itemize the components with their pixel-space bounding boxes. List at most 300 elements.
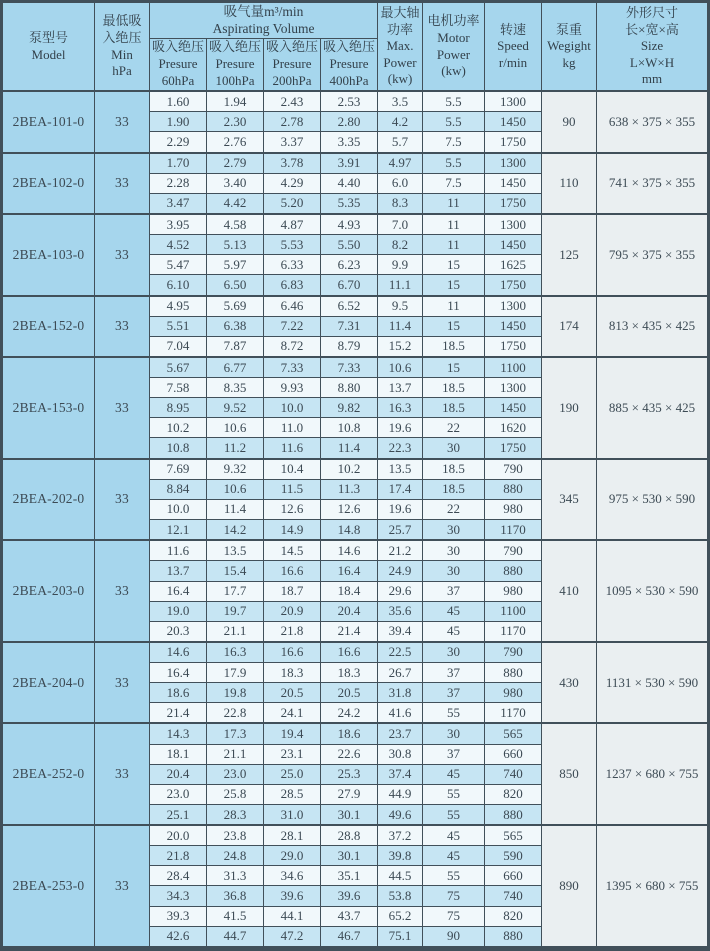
volume-60hpa-cell: 18.1 (150, 744, 207, 764)
motor-power-cell: 30 (423, 642, 485, 663)
model-cell: 2BEA-202-0 (3, 459, 95, 541)
volume-60hpa-cell: 4.95 (150, 296, 207, 317)
min-pressure-cell: 33 (95, 459, 150, 541)
volume-100hpa-cell: 17.3 (207, 723, 264, 744)
volume-200hpa-cell: 7.33 (264, 357, 321, 378)
volume-200hpa-cell: 28.1 (264, 825, 321, 846)
speed-cell: 790 (485, 642, 542, 663)
volume-200hpa-cell: 18.3 (264, 663, 321, 683)
volume-200hpa-cell: 11.5 (264, 479, 321, 499)
volume-100hpa-cell: 31.3 (207, 866, 264, 886)
volume-100hpa-cell: 19.8 (207, 683, 264, 703)
max-power-cell: 8.2 (378, 235, 423, 255)
motor-power-cell: 30 (423, 723, 485, 744)
volume-400hpa-cell: 14.8 (321, 520, 378, 541)
motor-power-cell: 45 (423, 846, 485, 866)
max-power-cell: 19.6 (378, 418, 423, 438)
volume-400hpa-cell: 21.4 (321, 621, 378, 642)
model-cell: 2BEA-253-0 (3, 825, 95, 946)
spec-row (3, 642, 708, 663)
volume-60hpa-cell: 10.2 (150, 418, 207, 438)
volume-200hpa-cell: 2.43 (264, 91, 321, 112)
motor-power-cell: 18.5 (423, 479, 485, 499)
volume-60hpa-cell: 7.69 (150, 459, 207, 480)
volume-60hpa-cell: 1.70 (150, 153, 207, 174)
motor-power-cell: 11 (423, 214, 485, 235)
volume-60hpa-cell: 21.8 (150, 846, 207, 866)
header-pressure-200hpa: 吸入绝压 Presure 200hPa (264, 38, 321, 91)
motor-power-cell: 22 (423, 418, 485, 438)
speed-cell: 1300 (485, 214, 542, 235)
volume-200hpa-cell: 25.0 (264, 764, 321, 784)
min-pressure-cell: 33 (95, 214, 150, 296)
motor-power-cell: 75 (423, 886, 485, 906)
volume-400hpa-cell: 20.4 (321, 601, 378, 621)
max-power-cell: 3.5 (378, 91, 423, 112)
max-power-cell: 17.4 (378, 479, 423, 499)
motor-power-cell: 18.5 (423, 336, 485, 357)
spec-row (3, 91, 708, 112)
spec-row (3, 459, 708, 480)
motor-power-cell: 37 (423, 581, 485, 601)
volume-100hpa-cell: 5.97 (207, 255, 264, 275)
max-power-cell: 16.3 (378, 398, 423, 418)
max-power-cell: 11.1 (378, 275, 423, 296)
volume-200hpa-cell: 4.87 (264, 214, 321, 235)
min-pressure-cell: 33 (95, 357, 150, 459)
motor-power-cell: 5.5 (423, 153, 485, 174)
volume-400hpa-cell: 6.52 (321, 296, 378, 317)
min-pressure-cell: 33 (95, 296, 150, 357)
speed-cell: 1750 (485, 336, 542, 357)
volume-60hpa-cell: 14.3 (150, 723, 207, 744)
min-pressure-cell: 33 (95, 91, 150, 152)
motor-power-cell: 45 (423, 764, 485, 784)
volume-60hpa-cell: 2.28 (150, 173, 207, 193)
max-power-cell: 4.2 (378, 112, 423, 132)
speed-cell: 1450 (485, 173, 542, 193)
volume-200hpa-cell: 31.0 (264, 804, 321, 825)
min-pressure-cell: 33 (95, 642, 150, 724)
header-motor-power: 电机功率 Motor Power (kw) (423, 3, 485, 92)
min-pressure-cell: 33 (95, 153, 150, 214)
size-cell: 1395 × 680 × 755 (597, 825, 708, 946)
motor-power-cell: 30 (423, 438, 485, 459)
volume-400hpa-cell: 2.80 (321, 112, 378, 132)
volume-200hpa-cell: 16.6 (264, 561, 321, 581)
size-cell: 885 × 435 × 425 (597, 357, 708, 459)
volume-100hpa-cell: 14.2 (207, 520, 264, 541)
spec-row (3, 723, 708, 744)
header-aspirating-volume: 吸气量m³/min Aspirating Volume (150, 3, 378, 39)
speed-cell: 980 (485, 683, 542, 703)
header-pressure-60hpa: 吸入绝压 Presure 60hPa (150, 38, 207, 91)
max-power-cell: 41.6 (378, 703, 423, 724)
volume-60hpa-cell: 1.90 (150, 112, 207, 132)
speed-cell: 1300 (485, 296, 542, 317)
volume-400hpa-cell: 16.4 (321, 561, 378, 581)
volume-200hpa-cell: 14.9 (264, 520, 321, 541)
volume-400hpa-cell: 30.1 (321, 846, 378, 866)
volume-100hpa-cell: 4.58 (207, 214, 264, 235)
motor-power-cell: 37 (423, 683, 485, 703)
speed-cell: 880 (485, 663, 542, 683)
volume-200hpa-cell: 2.78 (264, 112, 321, 132)
speed-cell: 880 (485, 479, 542, 499)
volume-60hpa-cell: 2.29 (150, 132, 207, 153)
motor-power-cell: 15 (423, 255, 485, 275)
volume-200hpa-cell: 12.6 (264, 499, 321, 519)
speed-cell: 1100 (485, 601, 542, 621)
weight-cell: 125 (542, 214, 597, 296)
speed-cell: 740 (485, 764, 542, 784)
volume-400hpa-cell: 8.80 (321, 378, 378, 398)
header-pressure-100hpa: 吸入绝压 Presure 100hPa (207, 38, 264, 91)
motor-power-cell: 15 (423, 357, 485, 378)
table-body (3, 91, 708, 946)
motor-power-cell: 15 (423, 275, 485, 296)
volume-60hpa-cell: 8.84 (150, 479, 207, 499)
motor-power-cell: 90 (423, 926, 485, 946)
volume-100hpa-cell: 5.69 (207, 296, 264, 317)
max-power-cell: 26.7 (378, 663, 423, 683)
speed-cell: 1450 (485, 316, 542, 336)
motor-power-cell: 18.5 (423, 398, 485, 418)
volume-200hpa-cell: 10.4 (264, 459, 321, 480)
speed-cell: 1450 (485, 398, 542, 418)
volume-60hpa-cell: 5.47 (150, 255, 207, 275)
max-power-cell: 37.2 (378, 825, 423, 846)
volume-100hpa-cell: 44.7 (207, 926, 264, 946)
size-cell: 813 × 435 × 425 (597, 296, 708, 357)
volume-400hpa-cell: 20.5 (321, 683, 378, 703)
volume-400hpa-cell: 16.6 (321, 642, 378, 663)
volume-200hpa-cell: 11.6 (264, 438, 321, 459)
weight-cell: 90 (542, 91, 597, 152)
volume-100hpa-cell: 16.3 (207, 642, 264, 663)
weight-cell: 174 (542, 296, 597, 357)
spec-row (3, 296, 708, 317)
spec-row (3, 825, 708, 846)
volume-400hpa-cell: 4.93 (321, 214, 378, 235)
speed-cell: 590 (485, 846, 542, 866)
model-cell: 2BEA-252-0 (3, 723, 95, 825)
speed-cell: 1750 (485, 132, 542, 153)
volume-60hpa-cell: 14.6 (150, 642, 207, 663)
volume-200hpa-cell: 19.4 (264, 723, 321, 744)
size-cell: 1131 × 530 × 590 (597, 642, 708, 724)
speed-cell: 1450 (485, 235, 542, 255)
speed-cell: 790 (485, 459, 542, 480)
volume-400hpa-cell: 14.6 (321, 540, 378, 561)
max-power-cell: 5.7 (378, 132, 423, 153)
motor-power-cell: 7.5 (423, 132, 485, 153)
max-power-cell: 9.5 (378, 296, 423, 317)
volume-400hpa-cell: 18.4 (321, 581, 378, 601)
speed-cell: 880 (485, 561, 542, 581)
volume-400hpa-cell: 12.6 (321, 499, 378, 519)
volume-60hpa-cell: 25.1 (150, 804, 207, 825)
motor-power-cell: 18.5 (423, 459, 485, 480)
volume-60hpa-cell: 21.4 (150, 703, 207, 724)
volume-100hpa-cell: 8.35 (207, 378, 264, 398)
volume-60hpa-cell: 23.0 (150, 784, 207, 804)
volume-400hpa-cell: 7.31 (321, 316, 378, 336)
volume-400hpa-cell: 18.6 (321, 723, 378, 744)
max-power-cell: 49.6 (378, 804, 423, 825)
max-power-cell: 10.6 (378, 357, 423, 378)
volume-100hpa-cell: 25.8 (207, 784, 264, 804)
volume-100hpa-cell: 41.5 (207, 906, 264, 926)
volume-400hpa-cell: 5.35 (321, 193, 378, 214)
speed-cell: 565 (485, 723, 542, 744)
max-power-cell: 8.3 (378, 193, 423, 214)
volume-60hpa-cell: 3.47 (150, 193, 207, 214)
header-speed: 转速 Speed r/min (485, 3, 542, 92)
model-cell: 2BEA-153-0 (3, 357, 95, 459)
volume-100hpa-cell: 9.32 (207, 459, 264, 480)
size-cell: 795 × 375 × 355 (597, 214, 708, 296)
motor-power-cell: 30 (423, 561, 485, 581)
volume-100hpa-cell: 11.2 (207, 438, 264, 459)
weight-cell: 345 (542, 459, 597, 541)
volume-200hpa-cell: 28.5 (264, 784, 321, 804)
speed-cell: 565 (485, 825, 542, 846)
speed-cell: 1300 (485, 153, 542, 174)
speed-cell: 1750 (485, 275, 542, 296)
speed-cell: 980 (485, 581, 542, 601)
volume-60hpa-cell: 20.0 (150, 825, 207, 846)
spec-row (3, 540, 708, 561)
volume-60hpa-cell: 18.6 (150, 683, 207, 703)
volume-200hpa-cell: 3.78 (264, 153, 321, 174)
volume-200hpa-cell: 20.5 (264, 683, 321, 703)
speed-cell: 1750 (485, 193, 542, 214)
motor-power-cell: 11 (423, 193, 485, 214)
volume-100hpa-cell: 1.94 (207, 91, 264, 112)
volume-200hpa-cell: 4.29 (264, 173, 321, 193)
volume-60hpa-cell: 12.1 (150, 520, 207, 541)
model-cell: 2BEA-102-0 (3, 153, 95, 214)
max-power-cell: 15.2 (378, 336, 423, 357)
weight-cell: 190 (542, 357, 597, 459)
volume-60hpa-cell: 11.6 (150, 540, 207, 561)
header-row-top (3, 3, 708, 39)
volume-60hpa-cell: 16.4 (150, 581, 207, 601)
volume-400hpa-cell: 9.82 (321, 398, 378, 418)
volume-400hpa-cell: 6.23 (321, 255, 378, 275)
size-cell: 741 × 375 × 355 (597, 153, 708, 214)
volume-100hpa-cell: 21.1 (207, 744, 264, 764)
max-power-cell: 39.4 (378, 621, 423, 642)
motor-power-cell: 37 (423, 744, 485, 764)
weight-cell: 850 (542, 723, 597, 825)
volume-60hpa-cell: 39.3 (150, 906, 207, 926)
volume-400hpa-cell: 3.35 (321, 132, 378, 153)
volume-100hpa-cell: 17.9 (207, 663, 264, 683)
volume-200hpa-cell: 3.37 (264, 132, 321, 153)
volume-400hpa-cell: 6.70 (321, 275, 378, 296)
volume-60hpa-cell: 13.7 (150, 561, 207, 581)
volume-200hpa-cell: 29.0 (264, 846, 321, 866)
volume-60hpa-cell: 7.04 (150, 336, 207, 357)
volume-60hpa-cell: 4.52 (150, 235, 207, 255)
volume-400hpa-cell: 4.40 (321, 173, 378, 193)
volume-400hpa-cell: 8.79 (321, 336, 378, 357)
volume-60hpa-cell: 8.95 (150, 398, 207, 418)
weight-cell: 110 (542, 153, 597, 214)
max-power-cell: 7.0 (378, 214, 423, 235)
volume-200hpa-cell: 20.9 (264, 601, 321, 621)
max-power-cell: 11.4 (378, 316, 423, 336)
table-header (3, 3, 708, 92)
volume-200hpa-cell: 10.0 (264, 398, 321, 418)
motor-power-cell: 5.5 (423, 91, 485, 112)
speed-cell: 1450 (485, 112, 542, 132)
volume-100hpa-cell: 28.3 (207, 804, 264, 825)
volume-200hpa-cell: 24.1 (264, 703, 321, 724)
model-cell: 2BEA-101-0 (3, 91, 95, 152)
motor-power-cell: 45 (423, 825, 485, 846)
size-cell: 638 × 375 × 355 (597, 91, 708, 152)
volume-100hpa-cell: 2.30 (207, 112, 264, 132)
volume-60hpa-cell: 42.6 (150, 926, 207, 946)
volume-60hpa-cell: 16.4 (150, 663, 207, 683)
max-power-cell: 6.0 (378, 173, 423, 193)
spec-row (3, 153, 708, 174)
volume-60hpa-cell: 7.58 (150, 378, 207, 398)
volume-200hpa-cell: 8.72 (264, 336, 321, 357)
motor-power-cell: 7.5 (423, 173, 485, 193)
volume-200hpa-cell: 6.83 (264, 275, 321, 296)
volume-400hpa-cell: 35.1 (321, 866, 378, 886)
header-pressure-400hpa: 吸入绝压 Presure 400hPa (321, 38, 378, 91)
max-power-cell: 19.6 (378, 499, 423, 519)
speed-cell: 1100 (485, 357, 542, 378)
speed-cell: 1625 (485, 255, 542, 275)
volume-100hpa-cell: 10.6 (207, 479, 264, 499)
volume-200hpa-cell: 9.93 (264, 378, 321, 398)
motor-power-cell: 55 (423, 866, 485, 886)
size-cell: 1237 × 680 × 755 (597, 723, 708, 825)
header-size: 外形尺寸 长×宽×高 Size L×W×H mm (597, 3, 708, 92)
volume-200hpa-cell: 14.5 (264, 540, 321, 561)
speed-cell: 790 (485, 540, 542, 561)
volume-400hpa-cell: 10.8 (321, 418, 378, 438)
max-power-cell: 9.9 (378, 255, 423, 275)
header-model: 泵型号 Model (3, 3, 95, 92)
speed-cell: 980 (485, 499, 542, 519)
weight-cell: 430 (542, 642, 597, 724)
volume-200hpa-cell: 44.1 (264, 906, 321, 926)
max-power-cell: 37.4 (378, 764, 423, 784)
volume-100hpa-cell: 17.7 (207, 581, 264, 601)
volume-100hpa-cell: 21.1 (207, 621, 264, 642)
volume-100hpa-cell: 2.79 (207, 153, 264, 174)
model-cell: 2BEA-152-0 (3, 296, 95, 357)
model-cell: 2BEA-203-0 (3, 540, 95, 642)
volume-100hpa-cell: 6.50 (207, 275, 264, 296)
volume-60hpa-cell: 20.3 (150, 621, 207, 642)
speed-cell: 1300 (485, 378, 542, 398)
speed-cell: 660 (485, 866, 542, 886)
volume-200hpa-cell: 11.0 (264, 418, 321, 438)
volume-200hpa-cell: 5.20 (264, 193, 321, 214)
speed-cell: 820 (485, 784, 542, 804)
volume-60hpa-cell: 28.4 (150, 866, 207, 886)
volume-100hpa-cell: 4.42 (207, 193, 264, 214)
volume-100hpa-cell: 15.4 (207, 561, 264, 581)
volume-100hpa-cell: 9.52 (207, 398, 264, 418)
volume-400hpa-cell: 30.1 (321, 804, 378, 825)
min-pressure-cell: 33 (95, 540, 150, 642)
speed-cell: 740 (485, 886, 542, 906)
min-pressure-cell: 33 (95, 825, 150, 946)
weight-cell: 890 (542, 825, 597, 946)
volume-400hpa-cell: 24.2 (321, 703, 378, 724)
volume-100hpa-cell: 2.76 (207, 132, 264, 153)
max-power-cell: 22.3 (378, 438, 423, 459)
max-power-cell: 65.2 (378, 906, 423, 926)
volume-200hpa-cell: 7.22 (264, 316, 321, 336)
volume-400hpa-cell: 10.2 (321, 459, 378, 480)
volume-400hpa-cell: 22.6 (321, 744, 378, 764)
model-cell: 2BEA-204-0 (3, 642, 95, 724)
spec-row (3, 357, 708, 378)
volume-100hpa-cell: 13.5 (207, 540, 264, 561)
weight-cell: 410 (542, 540, 597, 642)
motor-power-cell: 11 (423, 296, 485, 317)
max-power-cell: 25.7 (378, 520, 423, 541)
max-power-cell: 44.9 (378, 784, 423, 804)
volume-200hpa-cell: 23.1 (264, 744, 321, 764)
volume-400hpa-cell: 11.4 (321, 438, 378, 459)
model-cell: 2BEA-103-0 (3, 214, 95, 296)
max-power-cell: 21.2 (378, 540, 423, 561)
speed-cell: 1170 (485, 520, 542, 541)
volume-60hpa-cell: 6.10 (150, 275, 207, 296)
speed-cell: 880 (485, 804, 542, 825)
volume-60hpa-cell: 10.8 (150, 438, 207, 459)
motor-power-cell: 55 (423, 804, 485, 825)
motor-power-cell: 22 (423, 499, 485, 519)
max-power-cell: 13.7 (378, 378, 423, 398)
motor-power-cell: 55 (423, 703, 485, 724)
motor-power-cell: 45 (423, 601, 485, 621)
motor-power-cell: 30 (423, 540, 485, 561)
max-power-cell: 30.8 (378, 744, 423, 764)
volume-400hpa-cell: 3.91 (321, 153, 378, 174)
volume-60hpa-cell: 1.60 (150, 91, 207, 112)
volume-60hpa-cell: 34.3 (150, 886, 207, 906)
volume-100hpa-cell: 5.13 (207, 235, 264, 255)
volume-60hpa-cell: 5.67 (150, 357, 207, 378)
header-min-pressure: 最低吸 入绝压 Min hPa (95, 3, 150, 92)
motor-power-cell: 18.5 (423, 378, 485, 398)
volume-400hpa-cell: 43.7 (321, 906, 378, 926)
header-max-power: 最大轴 功率 Max. Power (kw) (378, 3, 423, 92)
max-power-cell: 35.6 (378, 601, 423, 621)
motor-power-cell: 75 (423, 906, 485, 926)
size-cell: 1095 × 530 × 590 (597, 540, 708, 642)
volume-400hpa-cell: 18.3 (321, 663, 378, 683)
max-power-cell: 4.97 (378, 153, 423, 174)
max-power-cell: 13.5 (378, 459, 423, 480)
max-power-cell: 22.5 (378, 642, 423, 663)
spec-row (3, 214, 708, 235)
size-cell: 975 × 530 × 590 (597, 459, 708, 541)
volume-200hpa-cell: 34.6 (264, 866, 321, 886)
